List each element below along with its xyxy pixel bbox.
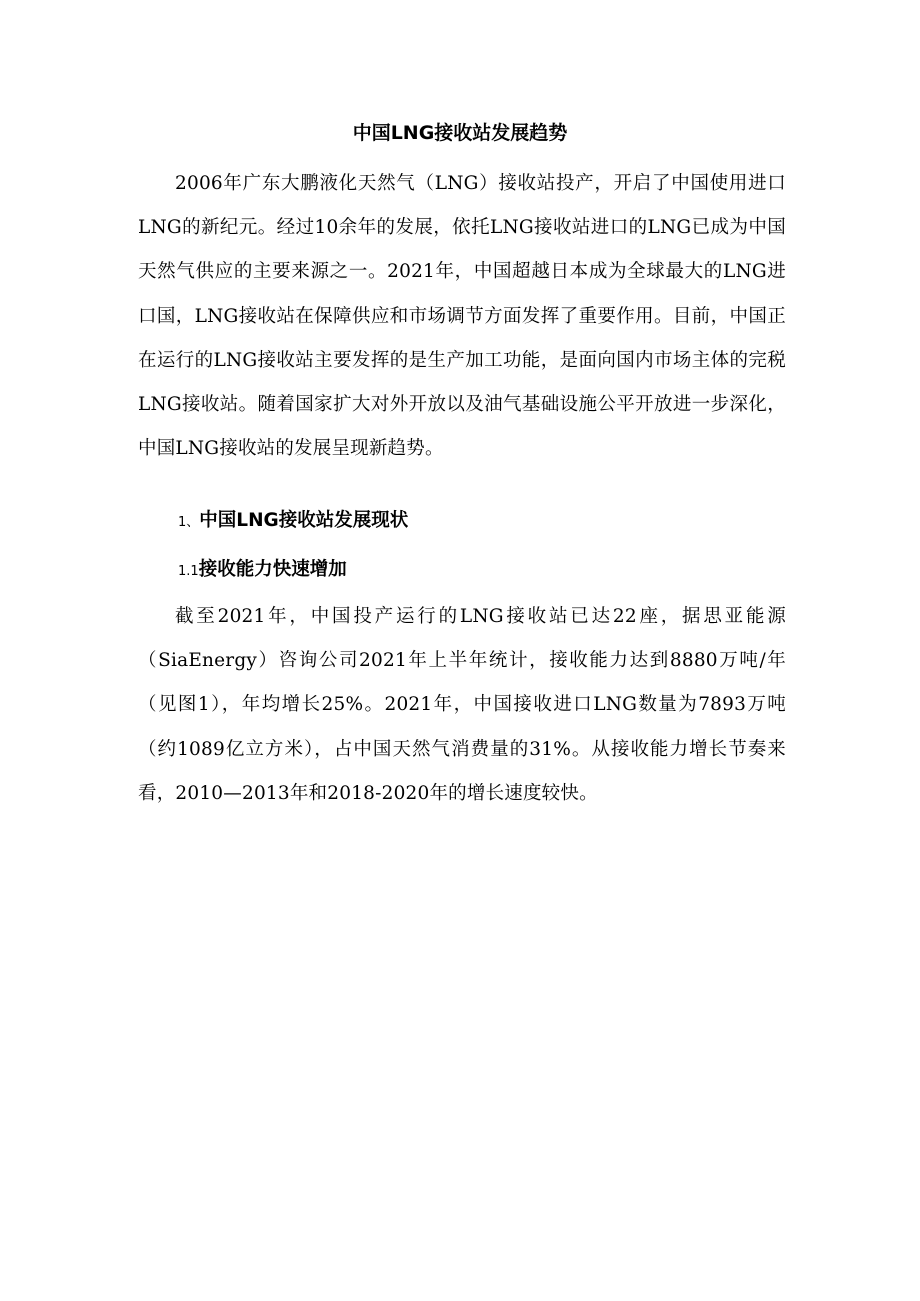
document-title: 中国LNG接收站发展趋势 — [352, 122, 568, 144]
section-title: 中国LNG接收站发展现状 — [199, 510, 409, 531]
subsection-title: 接收能力快速增加 — [198, 559, 347, 580]
subsection-heading-1-1 — [178, 555, 347, 587]
capacity-paragraph: 截至2021年，中国投产运行的LNG接收站已达22座，据思亚能源（SiaEnergy）咨询公司2021年上半年统计，接收能力达到8880万吨/年（见图1），年均增长25%。2021年，中国接收进口LNG数量为7893万吨（约1089亿立方米），占中国天然气消费量的31%。从接收能力增长节奏来看，2010—2013年和2018-2020年的增长速度较快。 — [138, 606, 786, 804]
subsection-number: 1.1 — [178, 564, 199, 579]
section-number: 1、 — [178, 515, 200, 530]
intro-paragraph: 2006年广东大鹏液化天然气（LNG）接收站投产，开启了中国使用进口LNG的新纪元。经过10余年的发展，依托LNG接收站进口的LNG已成为中国天然气供应的主要来源之一。2021年，中国超越日本成为全球最大的LNG进口国，LNG接收站在保障供应和市场调节方面发挥了重要作用。目前，中国正在运行的LNG接收站主要发挥的是生产加工功能，是面向国内市场主体的完税LNG接收站。随着国家扩大对外开放以及油气基础设施公平开放进一步深化，中国LNG接收站的发展呈现新趋势。 — [138, 173, 786, 460]
section-heading-1 — [178, 506, 408, 538]
